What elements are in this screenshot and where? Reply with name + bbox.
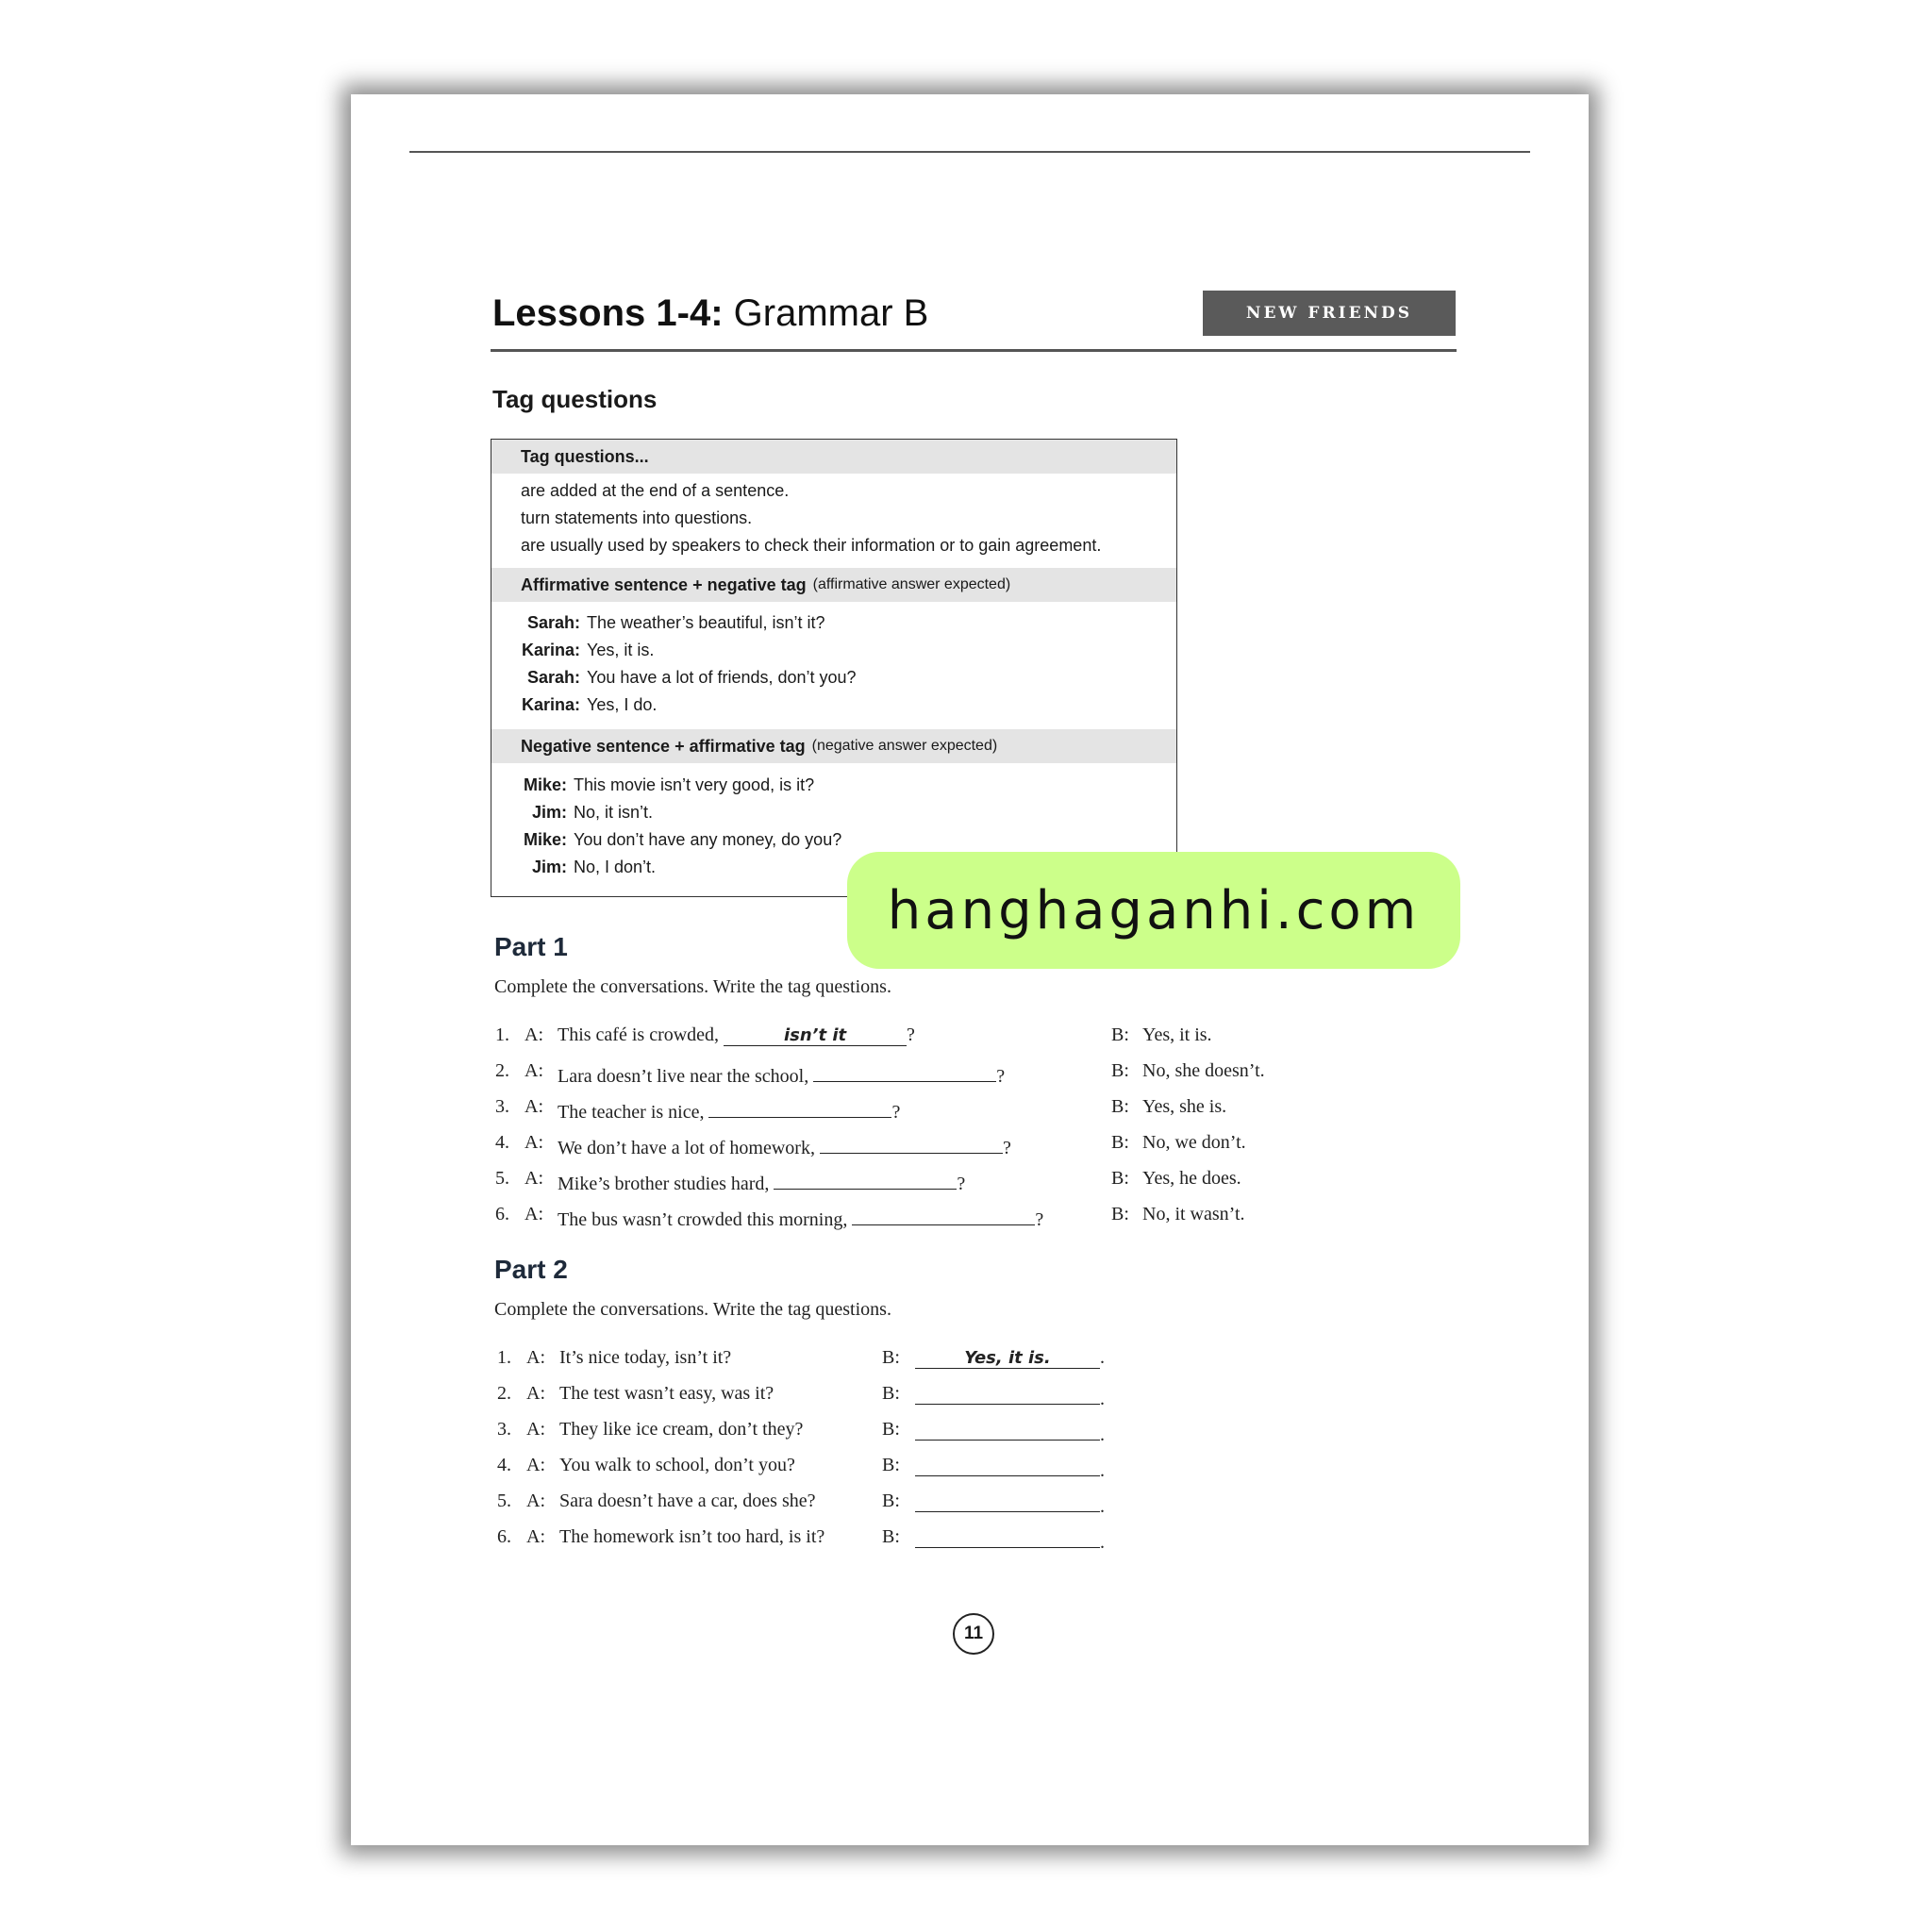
part2-item <box>351 1526 1589 1553</box>
answer-line: . <box>915 1419 1105 1446</box>
item-number: 3. <box>497 1419 511 1440</box>
a-text: The homework isn’t too hard, is it? <box>559 1526 825 1547</box>
dialogue-text: The weather’s beautiful, isn’t it? <box>587 613 825 632</box>
answer-blank[interactable] <box>915 1526 1100 1548</box>
handwritten-answer: Yes, it is. <box>964 1348 1051 1368</box>
answer-blank[interactable] <box>820 1132 1003 1154</box>
answer-blank[interactable] <box>813 1060 996 1082</box>
b-label: B: <box>1111 1132 1129 1153</box>
dialogue-line <box>491 641 654 660</box>
speaker: Karina: <box>521 641 580 659</box>
a-text: The teacher is nice, <box>558 1102 705 1123</box>
b-label: B: <box>882 1526 900 1547</box>
b-label: B: <box>1111 1060 1129 1081</box>
part2-instruction: Complete the conversations. Write the tag questions. <box>494 1299 891 1320</box>
item-number: 3. <box>495 1096 509 1117</box>
a-label: A: <box>526 1455 545 1475</box>
speaker: Jim: <box>531 858 567 876</box>
a-text: You walk to school, don’t you? <box>559 1455 795 1475</box>
part1-item <box>351 1132 1589 1158</box>
item-number: 2. <box>497 1383 511 1404</box>
b-text: Yes, he does. <box>1142 1168 1241 1189</box>
negative-heading <box>491 729 1176 763</box>
answer-line: . <box>915 1383 1105 1410</box>
part2-item <box>351 1347 1589 1374</box>
negative-note: (negative answer expected) <box>811 738 998 754</box>
a-text: The test wasn’t easy, was it? <box>559 1383 774 1404</box>
lesson-title-bold: Lessons 1-4: <box>492 292 724 334</box>
watermark-banner: hanghaganhi.com <box>847 852 1460 969</box>
item-prompt: The bus wasn’t crowded this morning, ? <box>558 1204 1043 1231</box>
item-prompt: We don’t have a lot of homework, ? <box>558 1132 1011 1159</box>
dialogue-text: This movie isn’t very good, is it? <box>574 775 815 794</box>
item-number: 5. <box>497 1491 511 1511</box>
dialogue-text: You don’t have any money, do you? <box>574 830 842 849</box>
dialogue-text: Yes, I do. <box>587 695 658 714</box>
dialogue-line <box>491 803 653 823</box>
item-prompt: Mike’s brother studies hard, ? <box>558 1168 965 1195</box>
negative-heading-text: Negative sentence + affirmative tag <box>521 736 806 756</box>
b-label: B: <box>1111 1096 1129 1117</box>
page-number: 11 <box>953 1613 994 1655</box>
dialogue-text: Yes, it is. <box>587 641 655 659</box>
affirmative-note: (affirmative answer expected) <box>812 576 1011 592</box>
dialogue-text: No, it isn’t. <box>574 803 654 822</box>
dialogue-line <box>491 668 857 688</box>
a-label: A: <box>526 1491 545 1511</box>
item-number: 2. <box>495 1060 509 1081</box>
affirmative-heading <box>491 568 1176 602</box>
part1-item <box>351 1096 1589 1123</box>
item-number: 5. <box>495 1168 509 1189</box>
dialogue-line <box>491 858 656 877</box>
item-number: 6. <box>497 1526 511 1547</box>
item-number: 4. <box>495 1132 509 1153</box>
part2-item <box>351 1383 1589 1409</box>
speaker: Karina: <box>521 695 580 714</box>
answer-blank[interactable] <box>915 1383 1100 1405</box>
a-text: They like ice cream, don’t they? <box>559 1419 804 1440</box>
unit-badge: NEW FRIENDS <box>1203 291 1456 336</box>
dialogue-line <box>491 830 841 850</box>
a-label: A: <box>526 1347 545 1368</box>
answer-blank[interactable] <box>774 1168 957 1190</box>
dialogue-line <box>491 775 814 795</box>
b-label: B: <box>1111 1204 1129 1224</box>
b-label: B: <box>882 1455 900 1475</box>
a-label: A: <box>525 1168 543 1189</box>
answer-line: Yes, it is. . <box>915 1347 1105 1369</box>
dialogue-line <box>491 613 824 633</box>
grammar-point: are usually used by speakers to check their information or to gain agreement. <box>521 536 1102 555</box>
grammar-box <box>491 439 1177 897</box>
a-text: It’s nice today, isn’t it? <box>559 1347 732 1368</box>
a-label: A: <box>525 1096 543 1117</box>
lesson-title <box>492 292 928 335</box>
answer-blank[interactable] <box>708 1096 891 1118</box>
b-text: No, we don’t. <box>1142 1132 1246 1153</box>
workbook-page <box>351 94 1589 1845</box>
b-text: No, it wasn’t. <box>1142 1204 1245 1224</box>
a-label: A: <box>525 1024 543 1045</box>
a-label: A: <box>526 1419 545 1440</box>
item-number: 4. <box>497 1455 511 1475</box>
part1-item <box>351 1204 1589 1230</box>
part1-item <box>351 1168 1589 1194</box>
answer-blank[interactable] <box>915 1347 1100 1369</box>
title-rule <box>491 349 1457 352</box>
a-label: A: <box>525 1060 543 1081</box>
part2-item <box>351 1419 1589 1445</box>
part1-item <box>351 1024 1589 1051</box>
grammar-box-heading <box>491 440 1176 474</box>
a-text: This café is crowded, <box>558 1024 720 1045</box>
speaker: Sarah: <box>526 613 580 632</box>
answer-line: . <box>915 1526 1105 1554</box>
item-number: 1. <box>495 1024 509 1045</box>
speaker: Jim: <box>531 803 567 822</box>
answer-line: . <box>915 1455 1105 1482</box>
grammar-heading-text: Tag questions... <box>521 446 649 466</box>
part1-item <box>351 1060 1589 1087</box>
part1-instruction: Complete the conversations. Write the tag questions. <box>494 976 891 997</box>
grammar-point: turn statements into questions. <box>521 508 753 527</box>
a-text: The bus wasn’t crowded this morning, <box>558 1209 848 1230</box>
b-text: No, she doesn’t. <box>1142 1060 1265 1081</box>
answer-blank[interactable] <box>724 1024 907 1046</box>
b-label: B: <box>882 1419 900 1440</box>
b-label: B: <box>882 1347 900 1368</box>
part2-item <box>351 1491 1589 1517</box>
a-label: A: <box>526 1526 545 1547</box>
answer-blank[interactable] <box>852 1204 1035 1225</box>
b-label: B: <box>882 1491 900 1511</box>
answer-blank[interactable] <box>915 1419 1100 1441</box>
item-prompt: The teacher is nice, ? <box>558 1096 900 1124</box>
speaker: Sarah: <box>526 668 580 687</box>
a-text: Sara doesn’t have a car, does she? <box>559 1491 816 1511</box>
a-text: We don’t have a lot of homework, <box>558 1138 815 1158</box>
item-prompt: This café is crowded, isn’t it ? <box>558 1024 915 1045</box>
a-text: Lara doesn’t live near the school, <box>558 1066 809 1087</box>
b-text: Yes, it is. <box>1142 1024 1212 1045</box>
lesson-title-rest: Grammar B <box>723 292 929 334</box>
item-prompt: Lara doesn’t live near the school, ? <box>558 1060 1005 1088</box>
grammar-point: are added at the end of a sentence. <box>521 481 790 500</box>
a-label: A: <box>525 1204 543 1224</box>
speaker: Mike: <box>523 775 567 794</box>
answer-blank[interactable] <box>915 1491 1100 1512</box>
dialogue-line <box>491 695 657 715</box>
part2-title: Part 2 <box>494 1255 568 1284</box>
dialogue-text: No, I don’t. <box>574 858 657 876</box>
part1-title: Part 1 <box>494 932 568 961</box>
section-title: Tag questions <box>492 385 658 413</box>
b-label: B: <box>882 1383 900 1404</box>
top-rule <box>409 151 1530 153</box>
answer-blank[interactable] <box>915 1455 1100 1476</box>
a-label: A: <box>525 1132 543 1153</box>
item-number: 6. <box>495 1204 509 1224</box>
speaker: Mike: <box>523 830 567 849</box>
dialogue-text: You have a lot of friends, don’t you? <box>587 668 857 687</box>
b-text: Yes, she is. <box>1142 1096 1227 1117</box>
handwritten-answer: isn’t it <box>783 1025 847 1045</box>
part2-item <box>351 1455 1589 1481</box>
answer-line: . <box>915 1491 1105 1518</box>
a-label: A: <box>526 1383 545 1404</box>
b-label: B: <box>1111 1168 1129 1189</box>
item-number: 1. <box>497 1347 511 1368</box>
b-label: B: <box>1111 1024 1129 1045</box>
a-text: Mike’s brother studies hard, <box>558 1174 770 1194</box>
affirmative-heading-text: Affirmative sentence + negative tag <box>521 575 807 594</box>
